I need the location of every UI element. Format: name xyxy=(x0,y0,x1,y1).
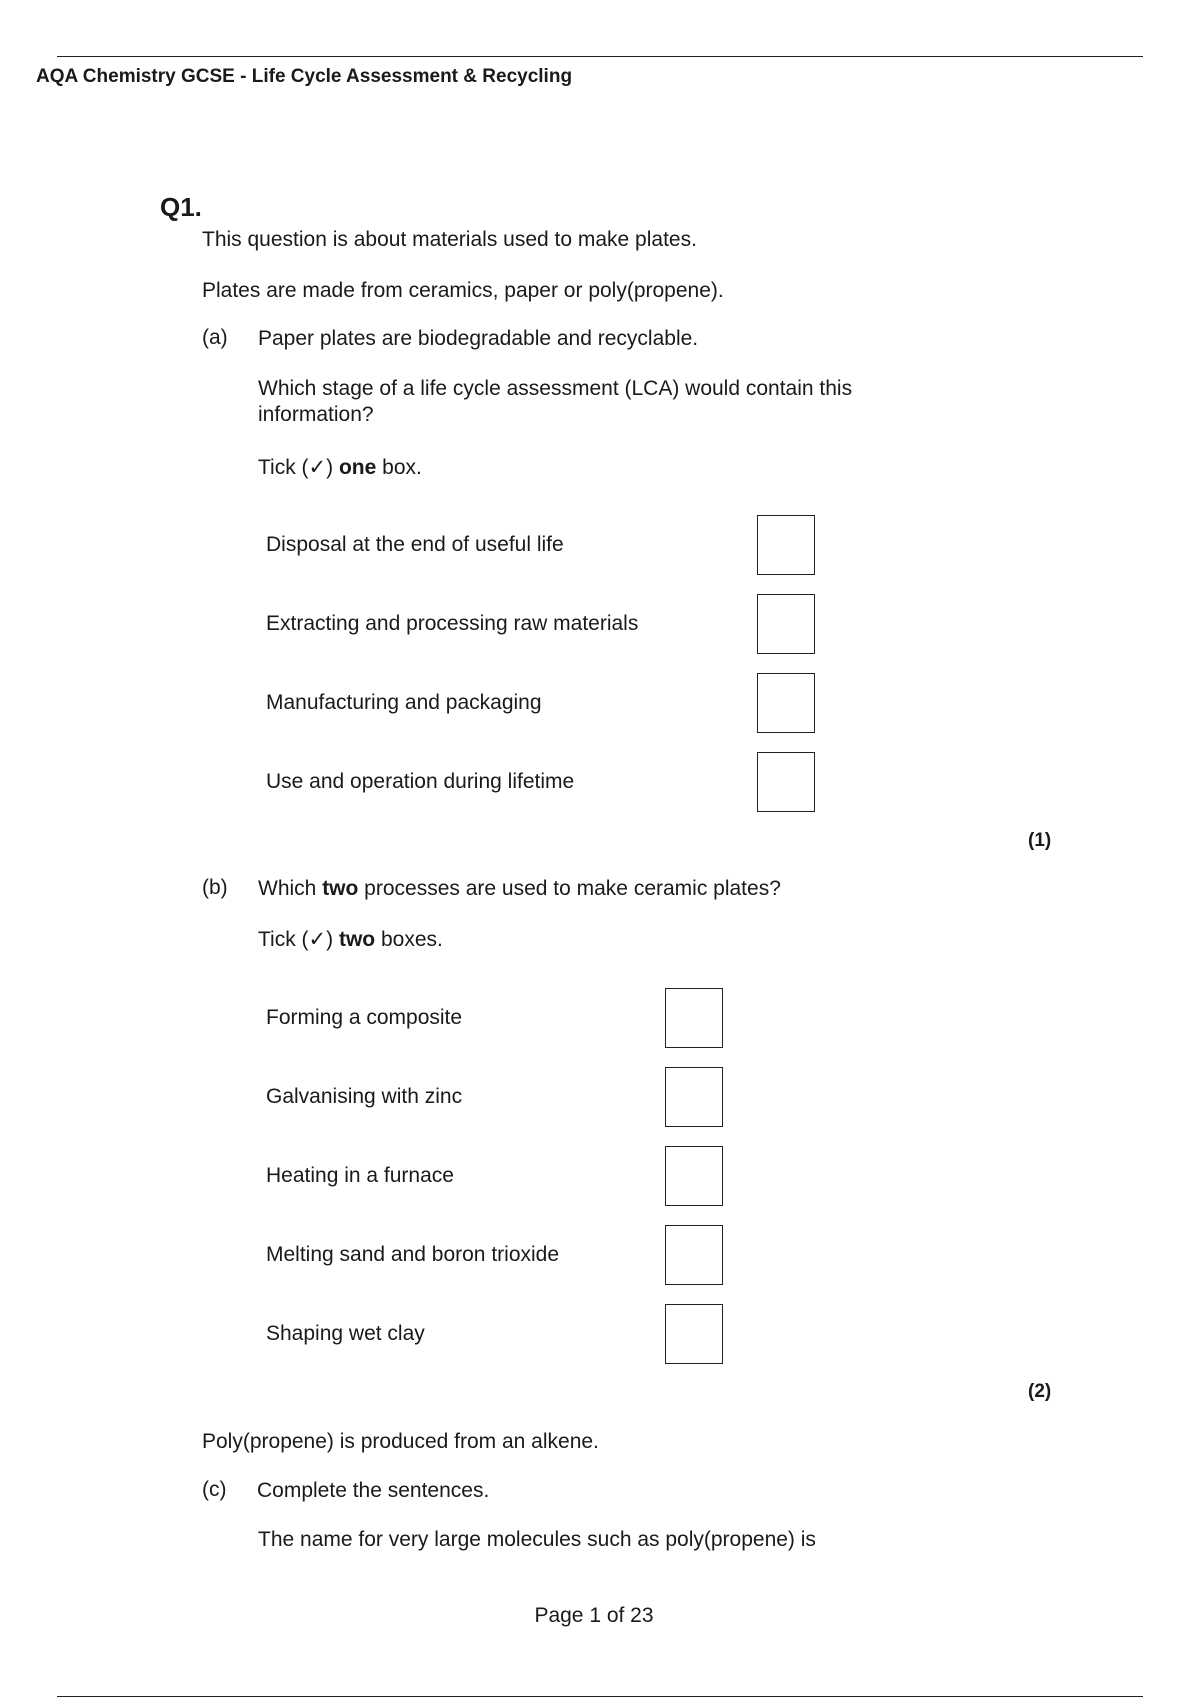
part-a-prompt-line2: information? xyxy=(258,403,374,426)
tick-prefix: Tick (✓) xyxy=(258,928,339,951)
part-b-tick-instruction xyxy=(258,927,443,953)
part-c-prompt: Complete the sentences. xyxy=(257,1479,490,1502)
header-rule xyxy=(57,56,1143,57)
part-a-option-checkbox[interactable] xyxy=(757,752,815,812)
part-b-option-checkbox[interactable] xyxy=(665,1225,723,1285)
part-b-option-label: Galvanising with zinc xyxy=(266,1085,463,1108)
part-a-option-label: Disposal at the end of useful life xyxy=(266,533,564,556)
part-a-option-label: Manufacturing and packaging xyxy=(266,691,542,714)
part-b-option-checkbox[interactable] xyxy=(665,1146,723,1206)
part-b-prompt xyxy=(258,876,781,902)
tick-count: one xyxy=(338,456,377,479)
prompt-suffix: processes are used to make ceramic plates? xyxy=(358,877,781,900)
part-b-option-checkbox[interactable] xyxy=(665,1304,723,1364)
footer-rule xyxy=(57,1696,1143,1697)
question-intro-2: Plates are made from ceramics, paper or poly(propene). xyxy=(202,279,724,302)
part-b-label: (b) xyxy=(202,876,228,899)
part-a-prompt-line1: Which stage of a life cycle assessment (LCA) would contain this xyxy=(258,377,853,400)
part-b-option-checkbox[interactable] xyxy=(665,988,723,1048)
part-a-option-checkbox[interactable] xyxy=(757,673,815,733)
part-b-option-label: Shaping wet clay xyxy=(266,1322,425,1345)
part-b-option-label: Forming a composite xyxy=(266,1006,463,1029)
tick-prefix: Tick (✓) xyxy=(258,456,339,479)
part-a-statement: Paper plates are biodegradable and recyclable. xyxy=(258,327,699,350)
part-a-option-label: Extracting and processing raw materials xyxy=(266,612,639,635)
tick-suffix: box. xyxy=(376,456,422,479)
prompt-prefix: Which xyxy=(258,877,323,900)
part-b-marks: (2) xyxy=(1028,1381,1052,1402)
part-b-option-label: Melting sand and boron trioxide xyxy=(266,1243,560,1266)
part-a-tick-instruction xyxy=(258,455,422,481)
part-a-label: (a) xyxy=(202,326,228,349)
page-number: Page 1 of 23 xyxy=(534,1604,654,1627)
part-b-option-checkbox[interactable] xyxy=(665,1067,723,1127)
part-a-option-label: Use and operation during lifetime xyxy=(266,770,575,793)
poly-statement: Poly(propene) is produced from an alkene. xyxy=(202,1430,599,1453)
part-a-option-checkbox[interactable] xyxy=(757,515,815,575)
part-b-option-label: Heating in a furnace xyxy=(266,1164,454,1187)
part-a-option-checkbox[interactable] xyxy=(757,594,815,654)
tick-suffix: boxes. xyxy=(375,928,443,951)
part-c-label: (c) xyxy=(202,1478,227,1501)
question-number: Q1. xyxy=(160,192,202,222)
part-a-marks: (1) xyxy=(1028,830,1052,851)
tick-count: two xyxy=(338,928,376,951)
document-header-title: AQA Chemistry GCSE - Life Cycle Assessment & Recycling xyxy=(36,66,573,87)
question-intro-1: This question is about materials used to make plates. xyxy=(202,228,697,251)
prompt-count: two xyxy=(322,877,359,900)
part-c-sentence-1: The name for very large molecules such as poly(propene) is xyxy=(258,1528,816,1551)
